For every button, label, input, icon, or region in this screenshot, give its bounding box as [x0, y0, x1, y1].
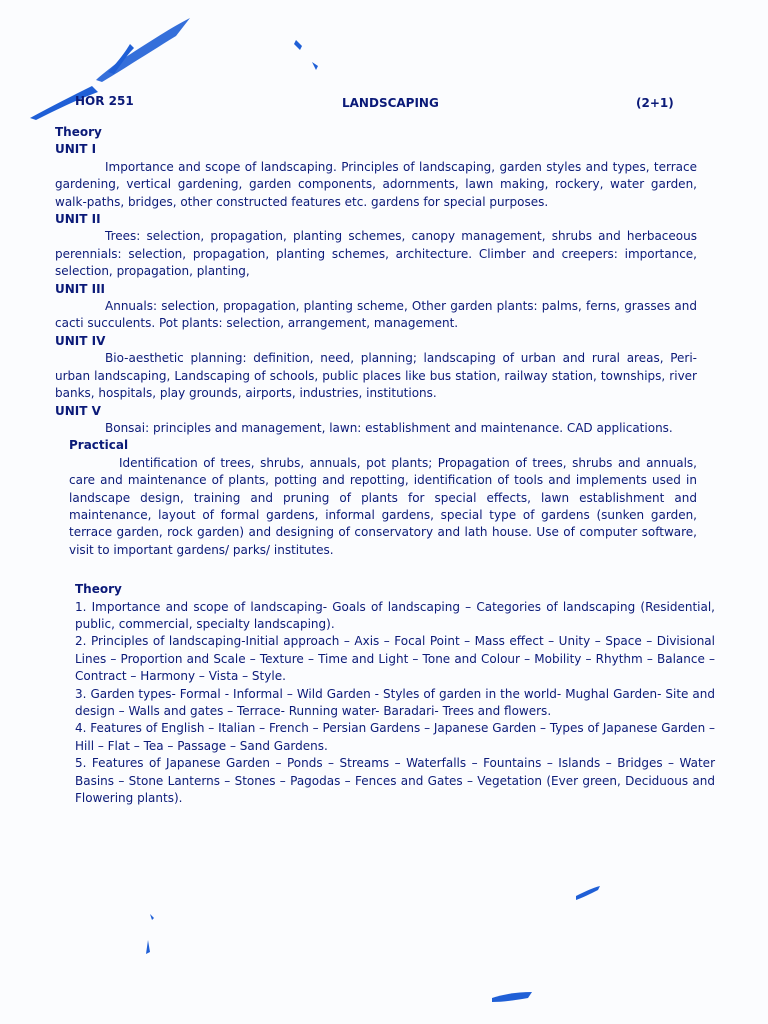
unit-5 — [55, 403, 697, 438]
unit-title: UNIT III — [55, 281, 106, 296]
course-header — [0, 94, 768, 114]
unit-title: UNIT II — [55, 212, 101, 227]
theory-item: 1. Importance and scope of landscaping- Goals of landscaping – Categories of landscaping (Residential, public, commercial, specialty landscaping). — [75, 599, 715, 631]
theory-schedule — [55, 581, 715, 807]
unit-text: Trees: selection, propagation, planting schemes, canopy management, shrubs and herbaceous perennials: selection, propagation, planting schemes, architecture. Climber and creepers: importance, selection, propagation, planting, — [55, 229, 697, 279]
course-credits: (2+1) — [636, 96, 674, 110]
practical-text: Identification of trees, shrubs, annuals, pot plants; Propagation of trees, shrubs and annuals, care and maintenance of plants, potting and repotting, identification of tools and implements used in landscape design, training and pruning of plants for special effects, lawn establishment and maintenance, layout of formal gardens, informal gardens, special type of gardens (sunken garden, terrace garden, rock garden) and designing of conservatory and lath house. Use of computer software, visit to important gardens/ parks/ institutes. — [69, 455, 697, 557]
course-code: HOR 251 — [75, 94, 134, 108]
unit-2 — [55, 211, 697, 281]
theory-heading: Theory — [55, 125, 102, 139]
syllabus-content — [55, 124, 715, 807]
theory-schedule-heading: Theory — [75, 582, 122, 597]
theory-item: 2. Principles of landscaping-Initial approach – Axis – Focal Point – Mass effect – Unity – Space – Divisional Lines – Proportion and Scale – Texture – Time and Light – Tone and Colour – Mobility – Rhythm – Balance – Contract – Harmony – Vista – Style. — [75, 634, 715, 684]
theory-item: 3. Garden types- Formal - Informal – Wild Garden - Styles of garden in the world- Mughal Garden- Site and design – Walls and gates – Terrace- Running water- Baradari- Trees and flowers. — [75, 686, 715, 718]
unit-text: Annuals: selection, propagation, planting scheme, Other garden plants: palms, ferns, grasses and cacti succulents. Pot plants: selection, arrangement, management. — [55, 299, 697, 331]
unit-3 — [55, 281, 697, 333]
unit-text: Bio-aesthetic planning: definition, need, planning; landscaping of urban and rural areas, Peri-urban landscaping, Landscaping of schools, public places like bus station, railway station, townships, river banks, hospitals, play grounds, airports, industries, institutions. — [55, 351, 697, 401]
practical-section — [55, 437, 697, 559]
unit-text: Importance and scope of landscaping. Principles of landscaping, garden styles and types, terrace gardening, vertical gardening, garden components, adornments, lawn making, rockery, water garden, walk-paths, bridges, other constructed features etc. gardens for special purposes. — [55, 159, 697, 209]
unit-title: UNIT IV — [55, 333, 106, 348]
practical-heading: Practical — [69, 438, 129, 453]
unit-title: UNIT V — [55, 403, 101, 418]
theory-item: 5. Features of Japanese Garden – Ponds – Streams – Waterfalls – Fountains – Islands – Bridges – Water Basins – Stone Lanterns – Stones – Pagodas – Fences and Gates – Vegetation (Ever green, Deciduous and Flowering plants). — [75, 756, 715, 806]
unit-4 — [55, 333, 697, 403]
theory-item: 4. Features of English – Italian – French – Persian Gardens – Japanese Garden – Types of Japanese Garden – Hill – Flat – Tea – Passage – Sand Gardens. — [75, 721, 715, 753]
unit-1 — [55, 141, 697, 211]
unit-title: UNIT I — [55, 142, 97, 157]
course-title: LANDSCAPING — [342, 96, 439, 110]
unit-text: Bonsai: principles and management, lawn: establishment and maintenance. CAD applications. — [105, 420, 673, 435]
